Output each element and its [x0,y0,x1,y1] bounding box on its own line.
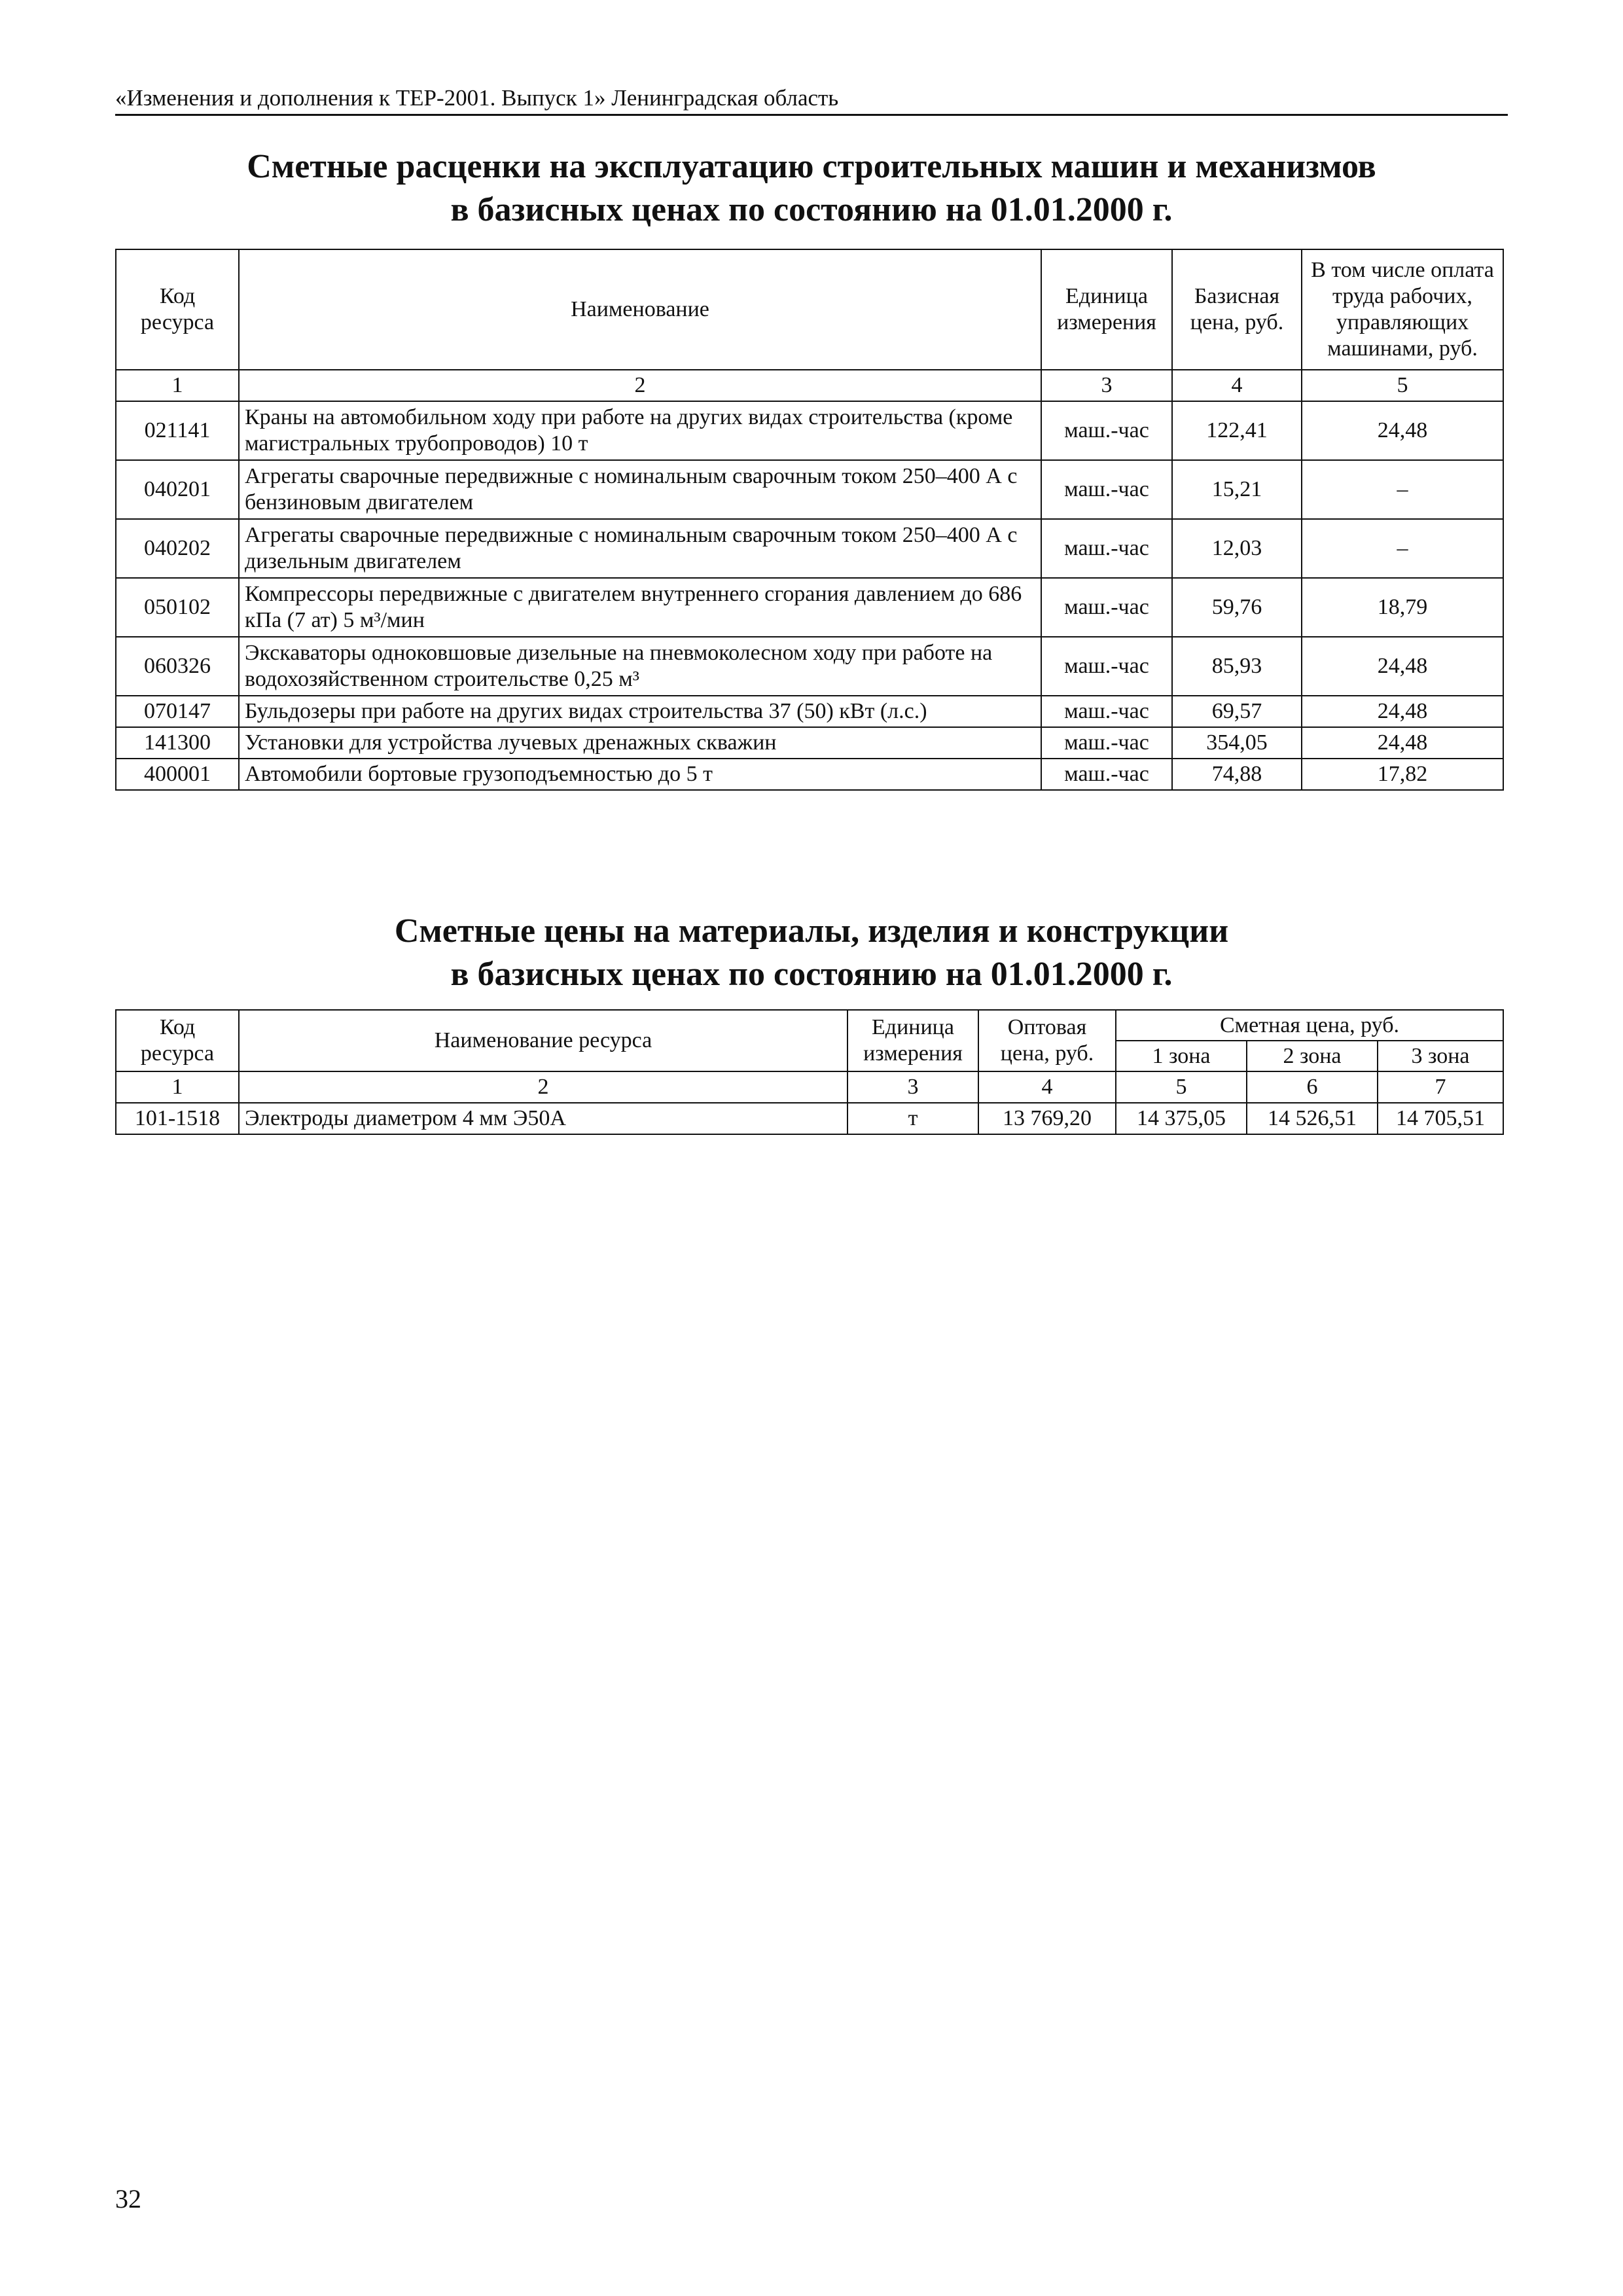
resource-name: Бульдозеры при работе на других видах строительства 37 (50) кВт (л.с.) [239,696,1041,727]
base-price: 15,21 [1172,460,1302,519]
column-number: 4 [1172,370,1302,401]
resource-code: 021141 [116,401,239,460]
materials-prices-table [115,1009,1504,1135]
resource-code: 050102 [116,578,239,637]
section2-title-line2: в базисных ценах по состоянию на 01.01.2000 г. [450,956,1173,993]
column-header-estimate-price: Сметная цена, руб. [1116,1010,1503,1041]
resource-name: Агрегаты сварочные передвижные с номинальным сварочным током 250–400 А с бензиновым двигателем [239,460,1041,519]
column-header-code: Код ресурса [116,249,239,370]
zone2-price: 14 526,51 [1247,1103,1378,1134]
table-row [116,460,1503,519]
resource-code: 040201 [116,460,239,519]
machines-rates-table [115,249,1504,791]
column-number-row [116,1071,1503,1103]
base-price: 74,88 [1172,759,1302,790]
labor-cost: 24,48 [1302,401,1503,460]
column-number: 1 [116,370,239,401]
resource-name: Агрегаты сварочные передвижные с номинальным сварочным током 250–400 А с дизельным двигателем [239,519,1041,578]
column-header-name: Наименование ресурса [239,1010,847,1071]
zone1-price: 14 375,05 [1116,1103,1247,1134]
unit: т [847,1103,978,1134]
column-number: 2 [239,1071,847,1103]
section2-title [115,910,1508,996]
resource-code: 070147 [116,696,239,727]
resource-name: Электроды диаметром 4 мм Э50А [239,1103,847,1134]
resource-name: Автомобили бортовые грузоподъемностью до 5 т [239,759,1041,790]
column-number: 3 [1041,370,1172,401]
column-header-labor-cost: В том числе оплата труда рабочих, управляющих машинами, руб. [1302,249,1503,370]
table-row [116,578,1503,637]
resource-code: 101-1518 [116,1103,239,1134]
base-price: 12,03 [1172,519,1302,578]
column-header-code: Код ресурса [116,1010,239,1071]
labor-cost: – [1302,519,1503,578]
column-header-unit: Единица измерения [847,1010,978,1071]
unit: маш.-час [1041,637,1172,696]
labor-cost: – [1302,460,1503,519]
column-header-zone1: 1 зона [1116,1041,1247,1071]
column-header-zone2: 2 зона [1247,1041,1378,1071]
resource-name: Установки для устройства лучевых дренажных скважин [239,727,1041,759]
unit: маш.-час [1041,460,1172,519]
column-header-wholesale-price: Оптовая цена, руб. [978,1010,1116,1071]
base-price: 354,05 [1172,727,1302,759]
running-header: «Изменения и дополнения к ТЕР-2001. Выпуск 1» Ленинградская область [115,84,1508,116]
page-number: 32 [115,2184,141,2214]
base-price: 85,93 [1172,637,1302,696]
section1-title [115,145,1508,232]
resource-code: 040202 [116,519,239,578]
resource-code: 141300 [116,727,239,759]
labor-cost: 24,48 [1302,637,1503,696]
labor-cost: 24,48 [1302,727,1503,759]
column-number: 2 [239,370,1041,401]
unit: маш.-час [1041,727,1172,759]
resource-code: 400001 [116,759,239,790]
labor-cost: 24,48 [1302,696,1503,727]
table-row [116,519,1503,578]
column-number: 3 [847,1071,978,1103]
section1-title-line1: Сметные расценки на эксплуатацию строительных машин и механизмов [247,148,1376,185]
column-number: 6 [1247,1071,1378,1103]
table-header-row [116,249,1503,370]
section2-title-line1: Сметные цены на материалы, изделия и конструкции [394,912,1229,950]
labor-cost: 17,82 [1302,759,1503,790]
table-row [116,401,1503,460]
table-row [116,637,1503,696]
column-header-base-price: Базисная цена, руб. [1172,249,1302,370]
resource-name: Экскаваторы одноковшовые дизельные на пневмоколесном ходу при работе на водохозяйственном строительстве 0,25 м³ [239,637,1041,696]
unit: маш.-час [1041,519,1172,578]
resource-name: Компрессоры передвижные с двигателем внутреннего сгорания давлением до 686 кПа (7 ат) 5 м³/мин [239,578,1041,637]
table-row [116,1103,1503,1134]
resource-name: Краны на автомобильном ходу при работе на других видах строительства (кроме магистральных трубопроводов) 10 т [239,401,1041,460]
column-number: 1 [116,1071,239,1103]
base-price: 122,41 [1172,401,1302,460]
unit: маш.-час [1041,759,1172,790]
table-header-row [116,1010,1503,1041]
wholesale-price: 13 769,20 [978,1103,1116,1134]
section1-title-line2: в базисных ценах по состоянию на 01.01.2000 г. [450,191,1173,228]
zone3-price: 14 705,51 [1378,1103,1503,1134]
column-number-row [116,370,1503,401]
column-number: 4 [978,1071,1116,1103]
column-number: 5 [1302,370,1503,401]
base-price: 59,76 [1172,578,1302,637]
resource-code: 060326 [116,637,239,696]
labor-cost: 18,79 [1302,578,1503,637]
table-row [116,696,1503,727]
column-number: 7 [1378,1071,1503,1103]
column-number: 5 [1116,1071,1247,1103]
table-row [116,759,1503,790]
unit: маш.-час [1041,578,1172,637]
base-price: 69,57 [1172,696,1302,727]
column-header-zone3: 3 зона [1378,1041,1503,1071]
column-header-name: Наименование [239,249,1041,370]
table-row [116,727,1503,759]
unit: маш.-час [1041,696,1172,727]
unit: маш.-час [1041,401,1172,460]
column-header-unit: Единица измерения [1041,249,1172,370]
